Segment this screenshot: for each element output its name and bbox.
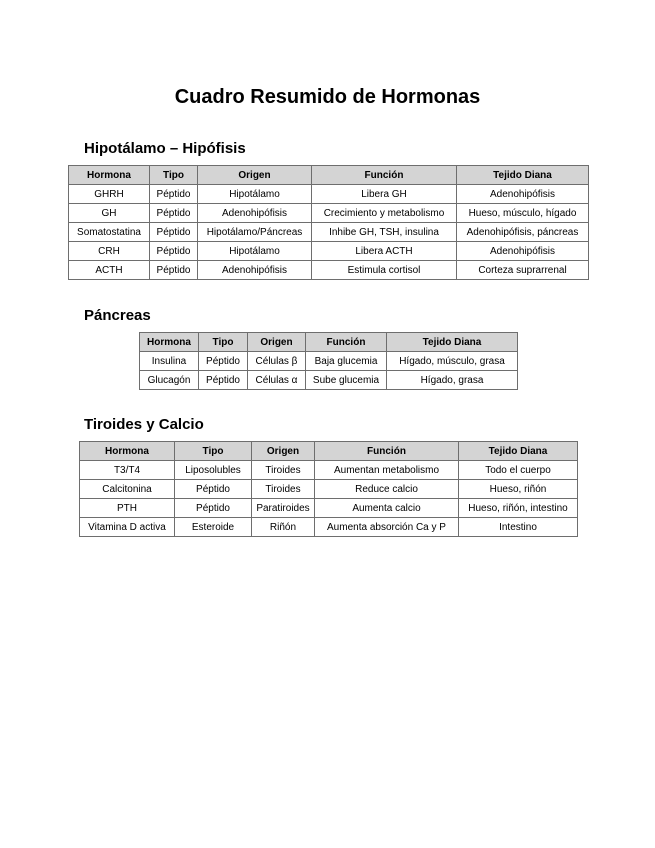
cell-origen: Hipotálamo xyxy=(198,185,312,204)
column-header-hormona: Hormona xyxy=(140,333,199,352)
cell-tipo: Péptido xyxy=(175,480,252,499)
table-header-row xyxy=(69,166,589,185)
section-heading-hipotalamo-hipofisis: Hipotálamo – Hipófisis xyxy=(84,140,246,157)
cell-tipo: Péptido xyxy=(150,223,198,242)
cell-tipo: Péptido xyxy=(150,242,198,261)
cell-tipo: Péptido xyxy=(150,204,198,223)
table-row xyxy=(69,204,589,223)
cell-funcion: Reduce calcio xyxy=(315,480,459,499)
cell-hormona: Insulina xyxy=(140,352,199,371)
cell-funcion: Sube glucemia xyxy=(306,371,387,390)
cell-funcion: Estimula cortisol xyxy=(312,261,457,280)
column-header-funcion: Función xyxy=(312,166,457,185)
table-header-row xyxy=(80,442,578,461)
cell-tipo: Péptido xyxy=(150,261,198,280)
table-hipotalamo-hipofisis xyxy=(68,165,589,280)
column-header-tejido-diana: Tejido Diana xyxy=(387,333,518,352)
cell-funcion: Crecimiento y metabolismo xyxy=(312,204,457,223)
cell-tejido-diana: Corteza suprarrenal xyxy=(457,261,589,280)
cell-hormona: PTH xyxy=(80,499,175,518)
column-header-origen: Origen xyxy=(252,442,315,461)
cell-tejido-diana: Hueso, riñón xyxy=(459,480,578,499)
cell-origen: Células α xyxy=(248,371,306,390)
cell-tejido-diana: Adenohipófisis, páncreas xyxy=(457,223,589,242)
column-header-tipo: Tipo xyxy=(199,333,248,352)
section-heading-tiroides-calcio: Tiroides y Calcio xyxy=(84,416,204,433)
cell-tipo: Péptido xyxy=(199,352,248,371)
column-header-tejido-diana: Tejido Diana xyxy=(457,166,589,185)
column-header-hormona: Hormona xyxy=(69,166,150,185)
cell-origen: Tiroides xyxy=(252,461,315,480)
cell-hormona: T3/T4 xyxy=(80,461,175,480)
cell-tejido-diana: Hígado, músculo, grasa xyxy=(387,352,518,371)
cell-hormona: GHRH xyxy=(69,185,150,204)
cell-tipo: Péptido xyxy=(175,499,252,518)
table-row xyxy=(140,352,518,371)
cell-hormona: Calcitonina xyxy=(80,480,175,499)
table-header-row xyxy=(140,333,518,352)
cell-tipo: Esteroide xyxy=(175,518,252,537)
table-row xyxy=(69,185,589,204)
section-heading-pancreas: Páncreas xyxy=(84,307,151,324)
column-header-tipo: Tipo xyxy=(175,442,252,461)
cell-origen: Riñón xyxy=(252,518,315,537)
column-header-hormona: Hormona xyxy=(80,442,175,461)
page-title: Cuadro Resumido de Hormonas xyxy=(174,86,481,108)
cell-hormona: CRH xyxy=(69,242,150,261)
cell-hormona: Glucagón xyxy=(140,371,199,390)
cell-funcion: Baja glucemia xyxy=(306,352,387,371)
table-row xyxy=(140,371,518,390)
cell-tejido-diana: Adenohipófisis xyxy=(457,242,589,261)
table-row xyxy=(80,518,578,537)
table-tiroides-calcio xyxy=(79,441,578,537)
cell-hormona: GH xyxy=(69,204,150,223)
cell-tejido-diana: Hueso, riñón, intestino xyxy=(459,499,578,518)
cell-funcion: Inhibe GH, TSH, insulina xyxy=(312,223,457,242)
cell-hormona: ACTH xyxy=(69,261,150,280)
table-row xyxy=(80,461,578,480)
table-row xyxy=(80,499,578,518)
table-row xyxy=(80,480,578,499)
cell-tipo: Péptido xyxy=(199,371,248,390)
cell-tipo: Liposolubles xyxy=(175,461,252,480)
column-header-origen: Origen xyxy=(198,166,312,185)
cell-funcion: Aumentan metabolismo xyxy=(315,461,459,480)
cell-origen: Células β xyxy=(248,352,306,371)
column-header-funcion: Función xyxy=(315,442,459,461)
table-row xyxy=(69,223,589,242)
cell-origen: Hipotálamo xyxy=(198,242,312,261)
column-header-funcion: Función xyxy=(306,333,387,352)
column-header-tipo: Tipo xyxy=(150,166,198,185)
cell-funcion: Libera GH xyxy=(312,185,457,204)
cell-tejido-diana: Todo el cuerpo xyxy=(459,461,578,480)
cell-origen: Paratiroides xyxy=(252,499,315,518)
table-row xyxy=(69,261,589,280)
cell-tejido-diana: Hueso, músculo, hígado xyxy=(457,204,589,223)
cell-tejido-diana: Intestino xyxy=(459,518,578,537)
cell-origen: Adenohipófisis xyxy=(198,204,312,223)
cell-origen: Tiroides xyxy=(252,480,315,499)
table-row xyxy=(69,242,589,261)
cell-hormona: Vitamina D activa xyxy=(80,518,175,537)
cell-hormona: Somatostatina xyxy=(69,223,150,242)
column-header-tejido-diana: Tejido Diana xyxy=(459,442,578,461)
cell-tipo: Péptido xyxy=(150,185,198,204)
cell-funcion: Aumenta absorción Ca y P xyxy=(315,518,459,537)
cell-origen: Adenohipófisis xyxy=(198,261,312,280)
cell-funcion: Aumenta calcio xyxy=(315,499,459,518)
table-pancreas xyxy=(139,332,518,390)
column-header-origen: Origen xyxy=(248,333,306,352)
cell-origen: Hipotálamo/Páncreas xyxy=(198,223,312,242)
cell-tejido-diana: Hígado, grasa xyxy=(387,371,518,390)
cell-tejido-diana: Adenohipófisis xyxy=(457,185,589,204)
cell-funcion: Libera ACTH xyxy=(312,242,457,261)
